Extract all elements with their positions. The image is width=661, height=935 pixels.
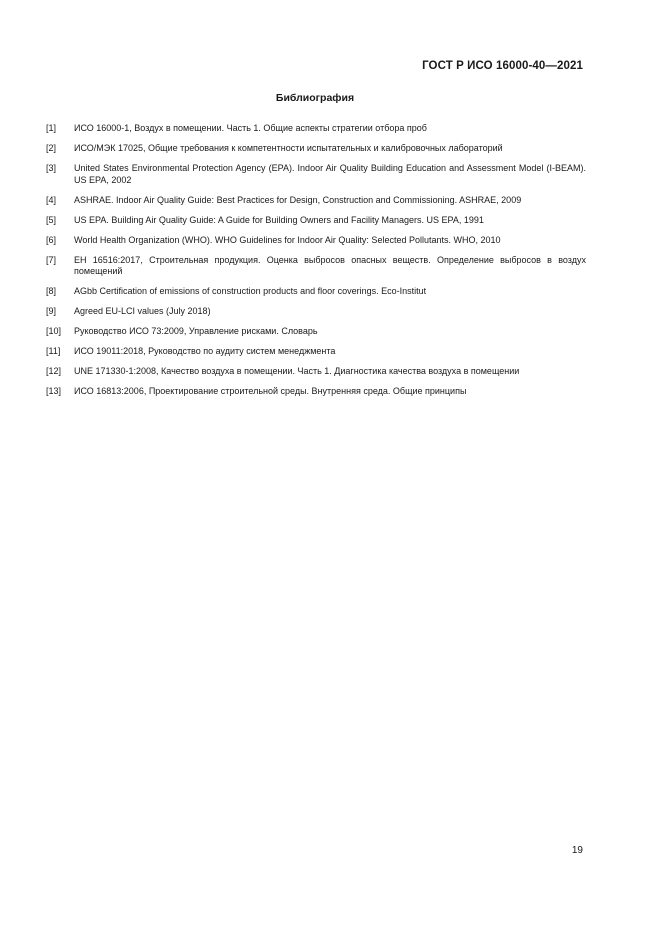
entry-number: [9] [46, 306, 57, 316]
bibliography-entry [46, 195, 586, 207]
entry-number: [1] [46, 123, 57, 133]
bibliography-list [46, 123, 586, 406]
entry-text: United States Environmental Protection Agency (EPA). Indoor Air Quality Building Education and Assessment Model (I-BEAM). US EPA, 2002 [74, 163, 586, 185]
entry-text: ИСО 16000-1, Воздух в помещении. Часть 1. Общие аспекты стратегии отбора проб [74, 123, 427, 133]
document-header: ГОСТ Р ИСО 16000-40—2021 [422, 60, 583, 72]
entry-text: US EPA. Building Air Quality Guide: A Guide for Building Owners and Facility Managers. US EPA, 1991 [74, 214, 484, 225]
entry-number: [7] [46, 254, 57, 265]
entry-text: Agreed EU-LCI values (July 2018) [74, 306, 211, 316]
bibliography-entry [46, 366, 586, 378]
entry-text: AGbb Certification of emissions of construction products and floor coverings. Eco-Institut [74, 286, 427, 296]
bibliography-entry [46, 286, 586, 298]
entry-number: [11] [46, 346, 61, 356]
entry-number: [4] [46, 194, 57, 205]
bibliography-entry [46, 163, 586, 186]
entry-number: [8] [46, 286, 57, 296]
entry-text: ЕН 16516:2017, Строительная продукция. Оценка выбросов опасных веществ. Определение выбросов в воздух помещений [74, 254, 586, 276]
entry-text: Руководство ИСО 73:2009, Управление рисками. Словарь [74, 326, 318, 336]
entry-number: [12] [46, 366, 62, 376]
entry-number: [10] [46, 326, 62, 336]
bibliography-entry [46, 143, 586, 155]
bibliography-entry [46, 326, 586, 338]
entry-text: World Health Organization (WHO). WHO Guidelines for Indoor Air Quality: Selected Pollutants. WHO, 2010 [74, 234, 501, 245]
entry-text: ASHRAE. Indoor Air Quality Guide: Best Practices for Design, Construction and Commissioning. ASHRAE, 2009 [74, 194, 522, 205]
bibliography-entry [46, 386, 586, 398]
entry-text: ИСО/МЭК 17025, Общие требования к компетентности испытательных и калибровочных лабораторий [74, 143, 503, 153]
bibliography-entry [46, 255, 586, 278]
bibliography-entry [46, 346, 586, 358]
section-title: Библиография [275, 92, 355, 104]
entry-text: ИСО 19011:2018, Руководство по аудиту систем менеджмента [74, 346, 336, 356]
bibliography-entry [46, 215, 586, 227]
entry-number: [3] [46, 163, 57, 173]
entry-number: [5] [46, 214, 57, 225]
entry-number: [2] [46, 143, 57, 153]
entry-text: ИСО 16813:2006, Проектирование строительной среды. Внутренняя среда. Общие принципы [74, 386, 467, 396]
page-number: 19 [571, 845, 583, 856]
entry-number: [13] [46, 386, 62, 396]
entry-number: [6] [46, 234, 57, 245]
bibliography-entry [46, 306, 586, 318]
entry-text: UNE 171330-1:2008, Качество воздуха в помещении. Часть 1. Диагностика качества воздуха в помещении [74, 366, 520, 376]
bibliography-entry [46, 235, 586, 247]
bibliography-entry [46, 123, 586, 135]
